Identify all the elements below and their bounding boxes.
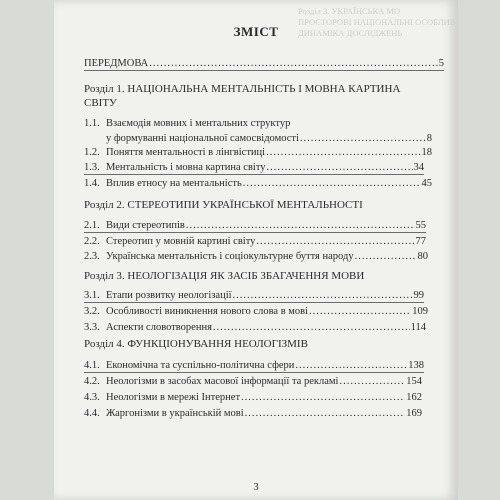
entry-number: 2.1. (84, 220, 100, 231)
entry-page: 109 (412, 306, 428, 317)
entry-page: 154 (406, 376, 422, 387)
entry-number: 1.1. (84, 118, 100, 129)
leader-dots (256, 236, 414, 248)
entry-label: Стереотип у мовній картині світу (106, 236, 256, 247)
toc-entry-3-3[interactable] (84, 322, 426, 334)
entry-number: 3.1. (84, 290, 100, 301)
entry-number: 1.2. (84, 147, 100, 158)
book-page (54, 0, 458, 500)
leader-dots (295, 360, 407, 372)
entry-number: 4.3. (84, 392, 100, 403)
ghost-line: Розділ 3. УКРАЇНСЬКА МО (298, 6, 401, 16)
entry-number: 4.2. (84, 376, 100, 387)
toc-entry-1-1[interactable] (84, 118, 432, 145)
toc-entry-2-2[interactable] (84, 236, 426, 248)
entry-number: 2.3. (84, 251, 100, 262)
entry-page: 55 (415, 220, 426, 231)
entry-page: 45 (421, 178, 432, 189)
entry-number: 2.2. (84, 236, 100, 247)
toc-entry-1-2[interactable] (84, 147, 432, 159)
entry-label: Особливості виникнення нового слова в мові (106, 306, 309, 317)
leader-dots (233, 290, 413, 302)
entry-label: Вплив етносу на ментальність (106, 178, 242, 189)
toc-entry-3-1[interactable] (84, 290, 424, 303)
toc-entry-2-1[interactable] (84, 220, 426, 233)
toc-entry-preface[interactable] (84, 58, 444, 71)
ghost-line: ДИНАМІКА ДОСЛІДЖЕНЬ (298, 28, 403, 38)
toc-entry-1-4[interactable] (84, 178, 432, 190)
entry-number: 4.4. (84, 408, 100, 419)
entry-page: 18 (421, 147, 432, 158)
leader-dots (309, 306, 411, 318)
toc-entry-4-4[interactable] (84, 408, 422, 420)
entry-label-cont: у формуванні національної самосвідомості (106, 133, 299, 144)
ghost-line: ПРОСТОРОВІ НАЦІОНАЛЬНІ ОСОБЛИВ (298, 17, 456, 27)
entry-label: Українська ментальність і соціокультурне буття народу (106, 251, 354, 262)
entry-page: 99 (413, 290, 424, 301)
entry-page: 138 (408, 360, 424, 371)
entry-page: 80 (417, 251, 428, 262)
entry-page: 77 (415, 236, 426, 247)
entry-page: 5 (438, 58, 444, 69)
leader-dots (267, 162, 413, 174)
entry-number: 3.2. (84, 306, 100, 317)
entry-label: Види стереотипів (106, 220, 185, 231)
entry-label: Поняття ментальності в лінгвістиці (106, 147, 266, 158)
entry-page: 169 (406, 408, 422, 419)
page-number: 3 (253, 482, 259, 493)
entry-page: 114 (410, 322, 426, 333)
leader-dots (213, 322, 410, 334)
entry-label: Ментальність і мовна картина світу (106, 162, 266, 173)
toc-entry-3-2[interactable] (84, 306, 428, 318)
toc-entry-1-3[interactable] (84, 162, 424, 175)
leader-dots (186, 220, 415, 232)
entry-label: Етапи розвитку неологізації (106, 290, 232, 301)
toc-entry-2-3[interactable] (84, 251, 428, 263)
toc-title: ЗМІСТ (233, 24, 279, 39)
leader-dots (149, 58, 437, 70)
entry-page: 34 (413, 162, 424, 173)
entry-label: Економічна та суспільно-політична сфери (106, 360, 295, 371)
leader-dots (243, 178, 421, 190)
entry-number: 3.3. (84, 322, 100, 333)
toc-entry-4-3[interactable] (84, 392, 422, 404)
leader-dots (245, 408, 406, 420)
toc-entry-4-2[interactable] (84, 376, 422, 388)
entry-number: 1.3. (84, 162, 100, 173)
entry-label: Жаргонізми в українській мові (106, 408, 244, 419)
leader-dots (300, 133, 426, 145)
leader-dots (339, 376, 405, 388)
entry-label: Взаємодія мовних і ментальних структур (106, 118, 291, 129)
entry-page: 8 (426, 133, 432, 144)
entry-number: 1.4. (84, 178, 100, 189)
entry-label: ПЕРЕДМОВА (84, 58, 149, 69)
entry-label: Неологізми в мережі Інтернет (106, 392, 241, 403)
leader-dots (241, 392, 405, 404)
section-heading-1: Розділ 1. НАЦІОНАЛЬНА МЕНТАЛЬНІСТЬ І МОВНА КАРТИНА СВІТУ (84, 83, 401, 109)
leader-dots (266, 147, 420, 159)
toc-entry-4-1[interactable] (84, 360, 424, 373)
section-heading-4: Розділ 4. ФУНКЦІОНУВАННЯ НЕОЛОГІЗМІВ (84, 338, 308, 350)
section-heading-2: Розділ 2. СТЕРЕОТИПИ УКРАЇНСЬКОЇ МЕНТАЛЬНОСТІ (84, 199, 363, 211)
entry-page: 162 (406, 392, 422, 403)
section-heading-3: Розділ 3. НЕОЛОГІЗАЦІЯ ЯК ЗАСІБ ЗБАГАЧЕННЯ МОВИ (84, 270, 365, 282)
entry-label: Неологізми в засобах масової інформації та рекламі (106, 376, 339, 387)
entry-number: 4.1. (84, 360, 100, 371)
leader-dots (355, 251, 417, 263)
entry-label: Аспекти словотворення (106, 322, 212, 333)
